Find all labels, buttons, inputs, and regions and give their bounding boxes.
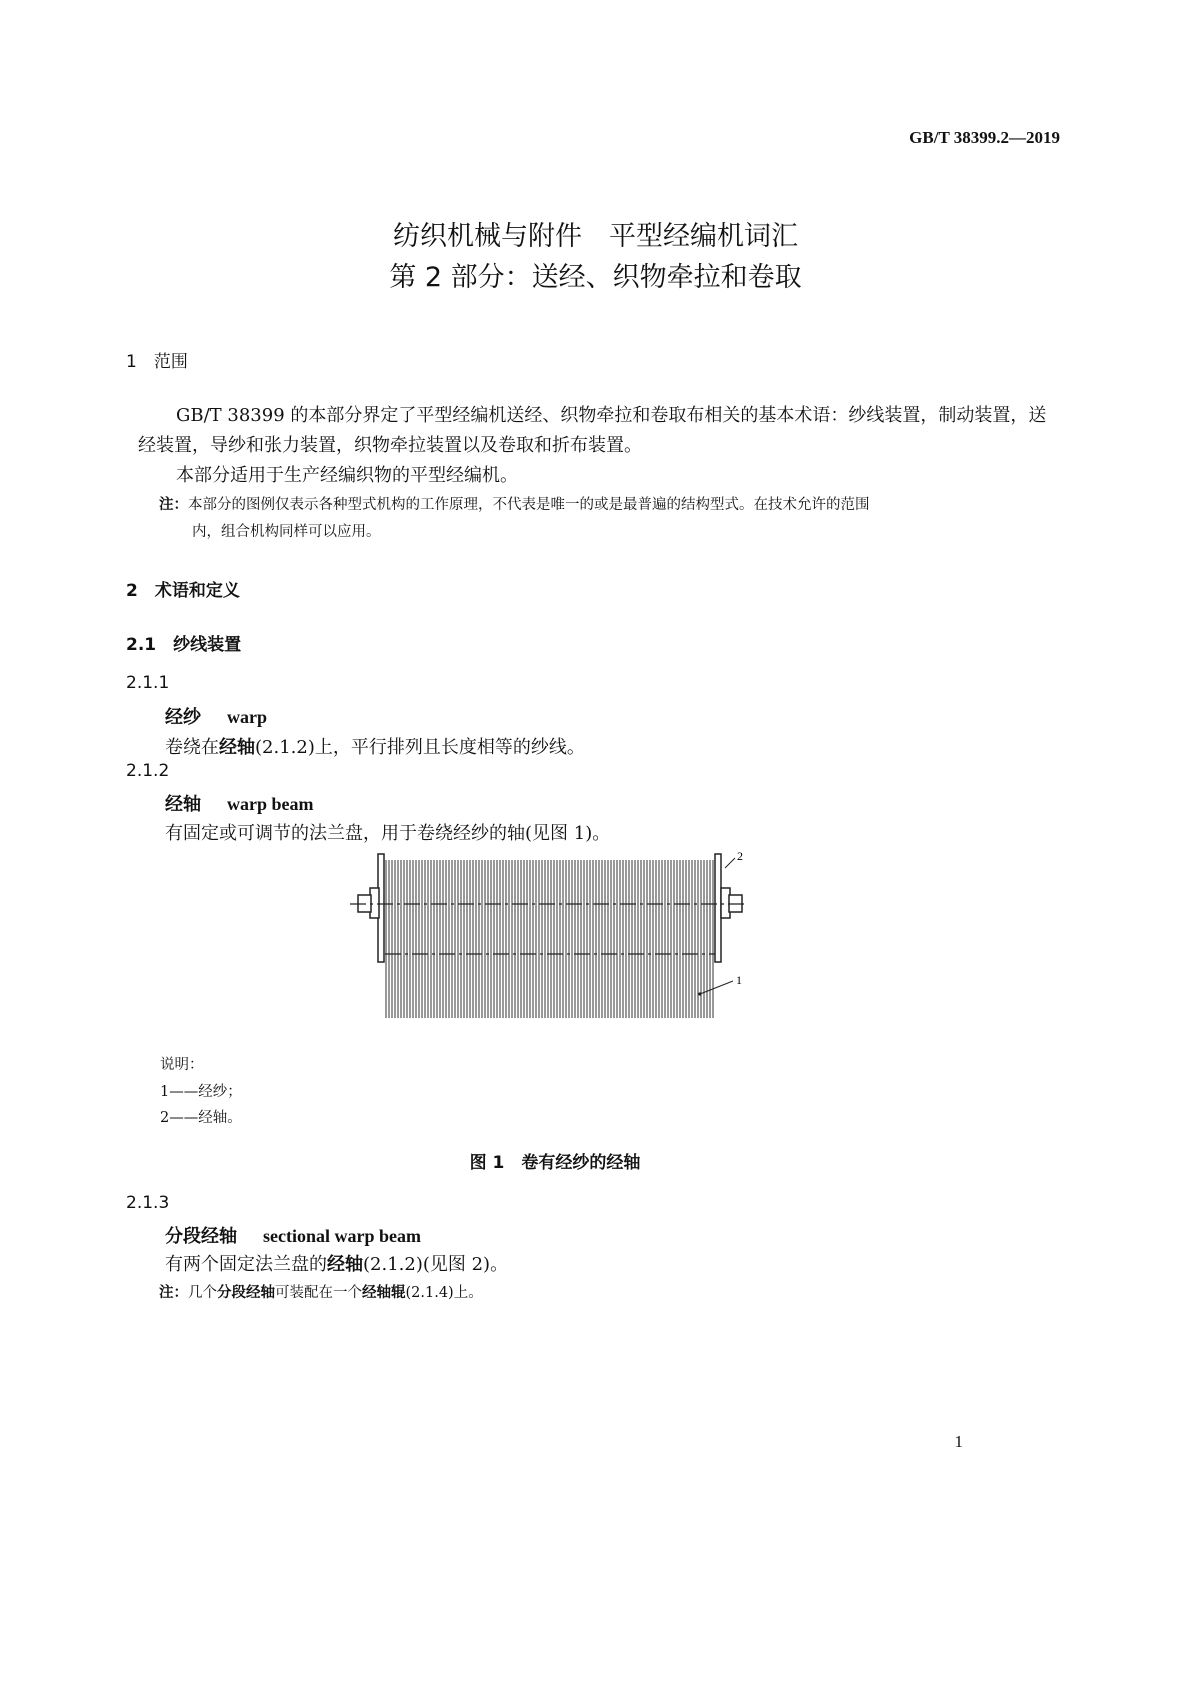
definition-text: 有两个固定法兰盘的 [165, 1254, 327, 1275]
figure-1-caption: 图 1 卷有经纱的经轴 [469, 1153, 641, 1173]
note-text: 几个 [188, 1285, 217, 1301]
term-2-1-1 [165, 703, 267, 729]
definition-text: 卷绕在 [165, 737, 219, 758]
term-reference: 经轴 [219, 737, 255, 758]
term-2-1-1-number: 2.1.1 [126, 673, 170, 693]
term-2-1-3 [165, 1222, 421, 1248]
callout-2-label: 2 [737, 849, 743, 863]
term-2-1-3-definition [165, 1250, 508, 1276]
note-label: 注： [159, 1285, 188, 1301]
section-2-1-heading: 2.1 纱线装置 [126, 635, 242, 655]
note-text: 可装配在一个 [275, 1285, 362, 1301]
term-cn: 经轴 [165, 794, 201, 815]
figure-1-legend-item-1: 1——经纱； [160, 1084, 242, 1100]
section-1-paragraph-2: 本部分适用于生产经编织物的平型经编机。 [176, 465, 518, 486]
note-label: 注： [159, 497, 188, 513]
callout-2-leader [725, 858, 735, 868]
section-1-note-line1 [159, 493, 870, 514]
definition-text: (2.1.2)上，平行排列且长度相等的纱线。 [255, 737, 585, 758]
section-2-heading: 2 术语和定义 [126, 581, 240, 601]
document-title-line2: 第 2 部分：送经、织物牵拉和卷取 [389, 262, 802, 293]
section-1-paragraph-1: GB/T 38399 的本部分界定了平型经编机送经、织物牵拉和卷取布相关的基本术语：纱线装置，制动装置，送经装置，导纱和张力装置，织物牵拉装置以及卷取和折布装置。 [138, 405, 1047, 456]
term-cn: 经纱 [165, 707, 201, 728]
term-2-1-2-number: 2.1.2 [126, 761, 170, 781]
term-reference: 经轴辊 [362, 1285, 406, 1301]
term-2-1-2 [165, 790, 314, 816]
callout-1-label: 1 [736, 973, 742, 987]
callout-1-dot [698, 992, 701, 995]
definition-text: (2.1.2)(见图 2)。 [363, 1254, 509, 1275]
warp-yarn-lines [386, 860, 713, 1018]
figure-1-warp-beam-drawing [345, 848, 765, 1028]
term-2-1-2-definition: 有固定或可调节的法兰盘，用于卷绕经纱的轴(见图 1)。 [165, 823, 611, 844]
term-cn: 分段经轴 [165, 1226, 237, 1247]
term-2-1-3-note [159, 1281, 483, 1302]
term-en: sectional warp beam [263, 1226, 421, 1246]
callout-1-leader [700, 981, 733, 994]
section-1-heading: 1 范围 [126, 352, 188, 372]
right-flange [715, 854, 721, 962]
page-number: 1 [954, 1432, 963, 1451]
figure-1-legend-title: 说明： [160, 1057, 204, 1073]
term-en: warp beam [227, 794, 314, 814]
term-reference: 分段经轴 [217, 1285, 275, 1301]
standard-code: GB/T 38399.2—2019 [909, 128, 1060, 147]
term-2-1-3-number: 2.1.3 [126, 1193, 170, 1213]
note-text: (2.1.4)上。 [405, 1285, 483, 1301]
figure-1-legend-item-2: 2——经轴。 [160, 1110, 242, 1126]
section-1-note-line2: 内，组合机构同样可以应用。 [192, 524, 381, 540]
note-text: 本部分的图例仅表示各种型式机构的工作原理，不代表是唯一的或是最普遍的结构型式。在技术允许的范围 [188, 497, 870, 513]
term-en: warp [227, 707, 267, 727]
term-2-1-1-definition [165, 733, 585, 759]
term-reference: 经轴 [327, 1254, 363, 1275]
document-title-line1: 纺织机械与附件 平型经编机词汇 [393, 221, 798, 252]
